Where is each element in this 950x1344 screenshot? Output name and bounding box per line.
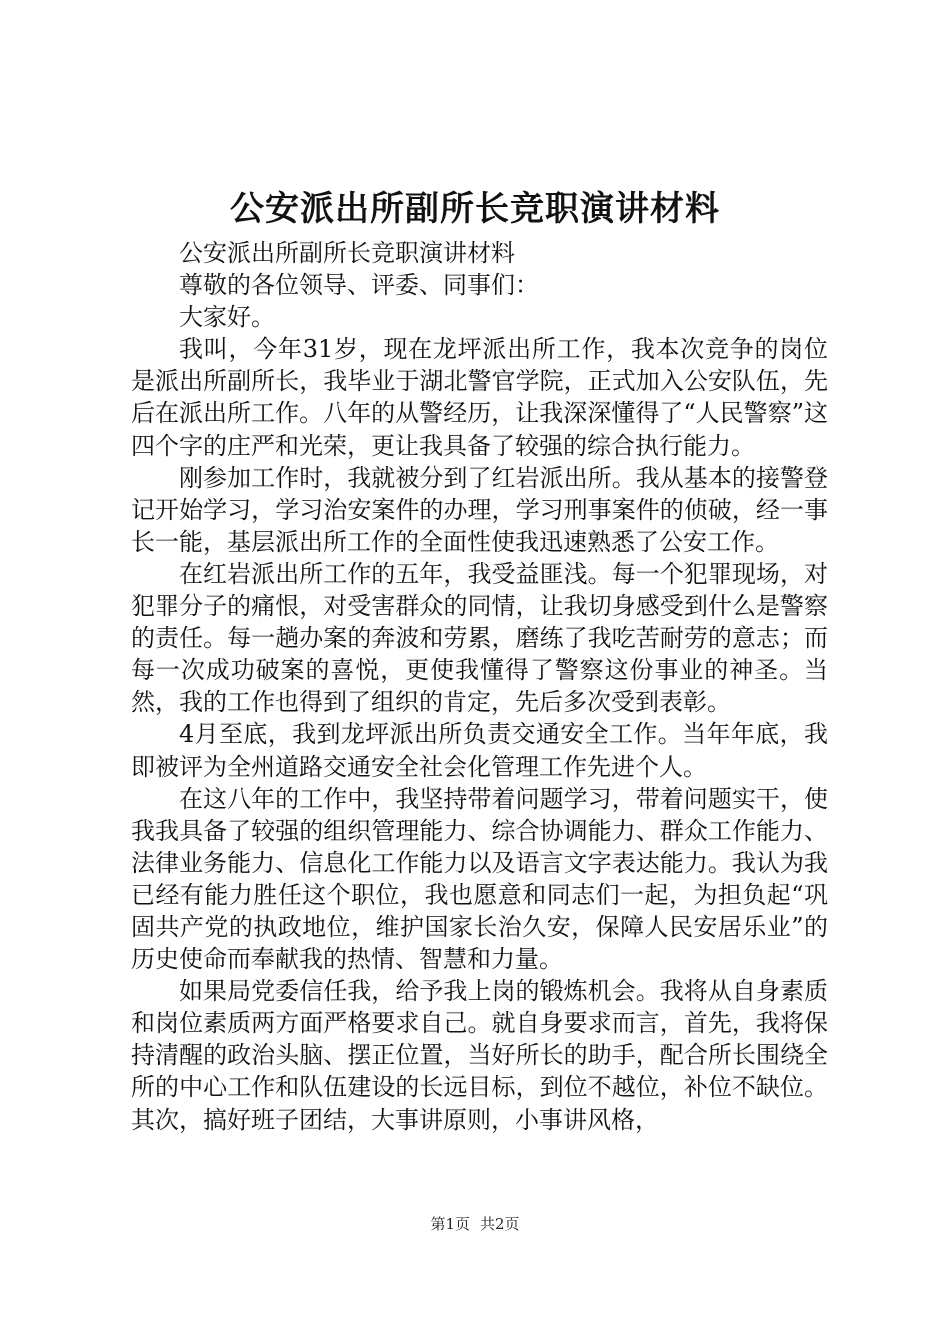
document-body (131, 237, 828, 1136)
page-total: 共2页 (480, 1215, 520, 1233)
body-paragraph: 如果局党委信任我，给予我上岗的锻炼机会。我将从自身素质和岗位素质两方面严格要求自己。就自身要求而言，首先，我将保持清醒的政治头脑、摆正位置，当好所长的助手，配合所长围绕全所的中心工作和队伍建设的长远目标，到位不越位，补位不缺位。其次，搞好班子团结，大事讲原则，小事讲风格， (131, 977, 828, 1134)
body-paragraph: 我叫，今年31岁，现在龙坪派出所工作，我本次竞争的岗位是派出所副所长，我毕业于湖北警官学院，正式加入公安队伍，先后在派出所工作。八年的从警经历，让我深深懂得了“人民警察”这四个字的庄严和光荣，更让我具备了较强的综合执行能力。 (131, 335, 828, 460)
body-paragraph: 刚参加工作时，我就被分到了红岩派出所。我从基本的接警登记开始学习，学习治安案件的办理，学习刑事案件的侦破，经一事长一能，基层派出所工作的全面性使我迅速熟悉了公安工作。 (131, 463, 828, 556)
body-paragraph: 4月至底，我到龙坪派出所负责交通安全工作。当年年底，我即被评为全州道路交通安全社会化管理工作先进个人。 (131, 720, 828, 781)
page-number: 第1页 (430, 1215, 470, 1233)
document-title: 公安派出所副所长竞职演讲材料 (230, 189, 720, 229)
body-paragraph: 大家好。 (179, 303, 275, 332)
body-paragraph: 公安派出所副所长竞职演讲材料 (179, 239, 515, 267)
body-paragraph: 尊敬的各位领导、评委、同事们： (179, 271, 539, 300)
body-paragraph: 在红岩派出所工作的五年，我受益匪浅。每一个犯罪现场，对犯罪分子的痛恨，对受害群众的同情，让我切身感受到什么是警察的责任。每一趟办案的奔波和劳累，磨练了我吃苦耐劳的意志；而每一次成功破案的喜悦，更使我懂得了警察这份事业的神圣。当然，我的工作也得到了组织的肯定，先后多次受到表彰。 (131, 559, 828, 717)
body-paragraph: 在这八年的工作中，我坚持带着问题学习，带着问题实干，使我我具备了较强的组织管理能力、综合协调能力、群众工作能力、法律业务能力、信息化工作能力以及语言文字表达能力。我认为我已经有能力胜任这个职位，我也愿意和同志们一起，为担负起“巩固共产党的执政地位，维护国家长治久安，保障人民安居乐业”的历史使命而奉献我的热情、智慧和力量。 (131, 784, 828, 974)
page-footer (0, 1213, 950, 1235)
